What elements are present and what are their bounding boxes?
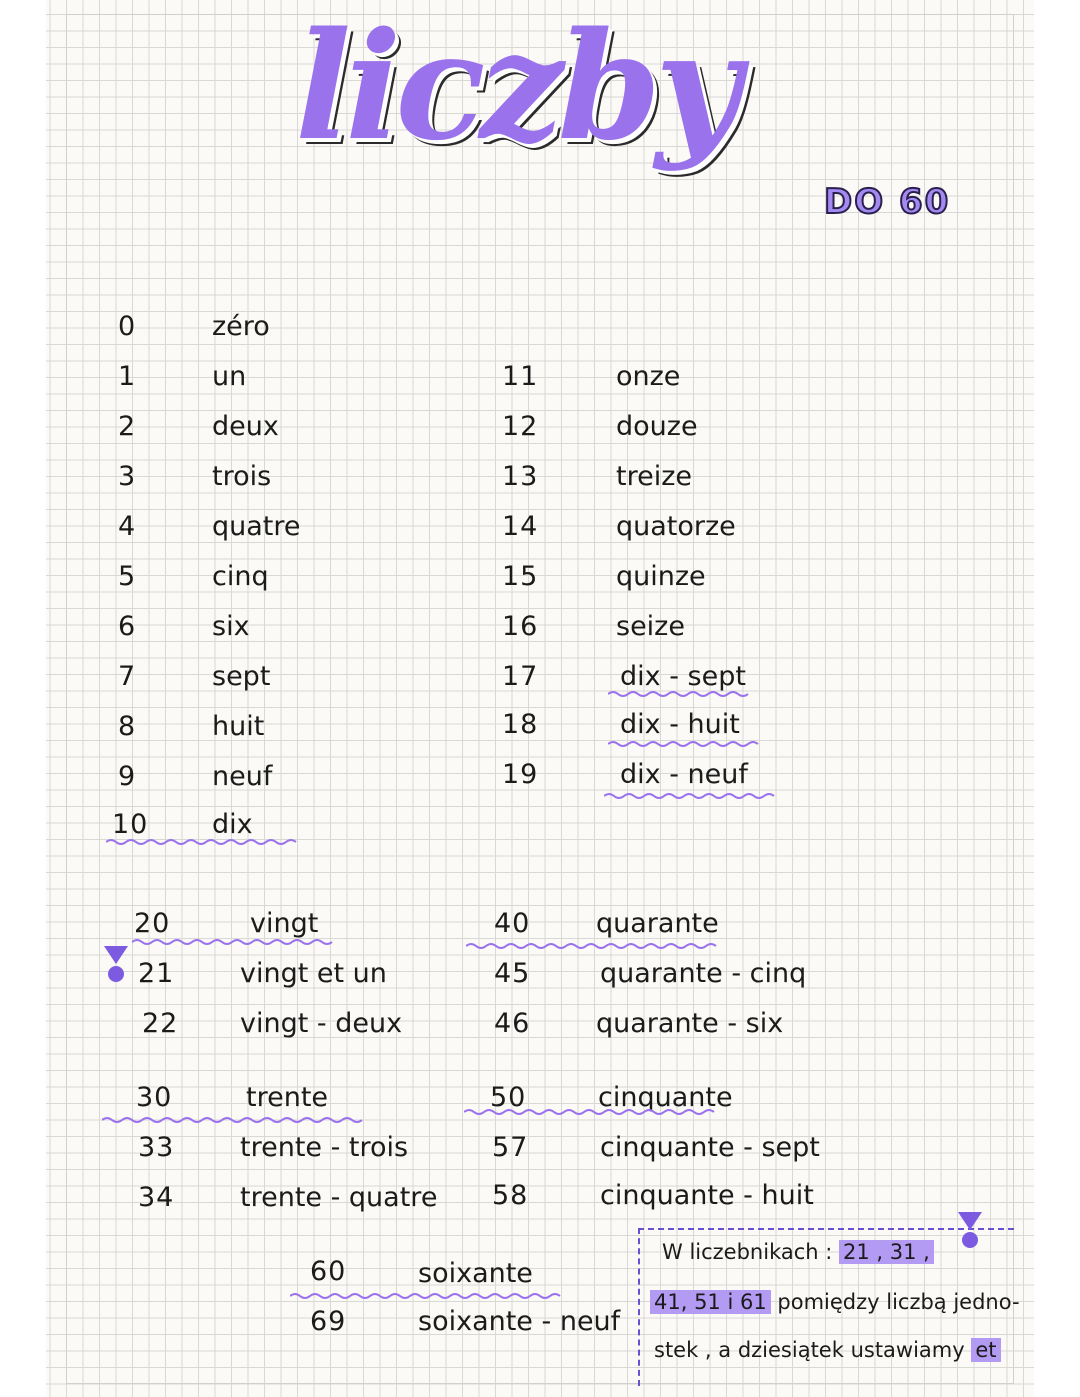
word-18: dix - huit bbox=[620, 709, 740, 740]
number-34: 34 bbox=[138, 1182, 175, 1213]
note-line-2 bbox=[650, 1290, 1020, 1314]
word-7: sept bbox=[212, 661, 271, 692]
note-highlight: 41, 51 i 61 bbox=[650, 1290, 771, 1314]
word-69: soixante - neuf bbox=[418, 1306, 621, 1337]
number-1: 1 bbox=[118, 361, 137, 392]
number-17: 17 bbox=[502, 661, 539, 692]
number-16: 16 bbox=[502, 611, 539, 642]
number-5: 5 bbox=[118, 561, 137, 592]
note-text: stek , a dziesiątek ustawiamy bbox=[654, 1338, 965, 1362]
word-30: trente bbox=[246, 1082, 329, 1113]
word-3: trois bbox=[212, 461, 272, 492]
number-40: 40 bbox=[494, 908, 531, 939]
underline-60 bbox=[290, 1292, 564, 1300]
number-0: 0 bbox=[118, 311, 137, 342]
word-60: soixante bbox=[418, 1258, 533, 1289]
underline-18 bbox=[608, 740, 762, 748]
word-5: cinq bbox=[212, 561, 269, 592]
word-14: quatorze bbox=[616, 511, 736, 542]
underline-30 bbox=[102, 1116, 368, 1124]
word-21: vingt et un bbox=[240, 958, 387, 989]
word-40: quarante bbox=[596, 908, 719, 939]
note-line-1 bbox=[662, 1240, 934, 1264]
number-19: 19 bbox=[502, 759, 539, 790]
note-highlight: et bbox=[971, 1338, 1000, 1362]
number-3: 3 bbox=[118, 461, 137, 492]
number-10: 10 bbox=[112, 809, 149, 840]
number-20: 20 bbox=[134, 908, 171, 939]
number-69: 69 bbox=[310, 1306, 347, 1337]
word-9: neuf bbox=[212, 761, 273, 792]
number-8: 8 bbox=[118, 711, 137, 742]
number-46: 46 bbox=[494, 1008, 531, 1039]
word-4: quatre bbox=[212, 511, 301, 542]
word-57: cinquante - sept bbox=[600, 1132, 820, 1163]
number-14: 14 bbox=[502, 511, 539, 542]
word-45: quarante - cinq bbox=[600, 958, 807, 989]
number-9: 9 bbox=[118, 761, 137, 792]
underline-19 bbox=[604, 792, 776, 800]
underline-20 bbox=[132, 938, 336, 946]
note-text: W liczebnikach : bbox=[662, 1240, 833, 1264]
number-22: 22 bbox=[142, 1008, 179, 1039]
number-60: 60 bbox=[310, 1256, 347, 1287]
number-12: 12 bbox=[502, 411, 539, 442]
word-50: cinquante bbox=[598, 1082, 733, 1113]
word-46: quarante - six bbox=[596, 1008, 784, 1039]
word-22: vingt - deux bbox=[240, 1008, 403, 1039]
number-15: 15 bbox=[502, 561, 539, 592]
word-13: treize bbox=[616, 461, 692, 492]
note-text: pomiędzy liczbą jedno- bbox=[777, 1290, 1020, 1314]
number-57: 57 bbox=[492, 1132, 529, 1163]
number-4: 4 bbox=[118, 511, 137, 542]
underline-40 bbox=[466, 942, 718, 950]
word-15: quinze bbox=[616, 561, 706, 592]
number-45: 45 bbox=[494, 958, 531, 989]
word-16: seize bbox=[616, 611, 685, 642]
page-subtitle: DO 60 bbox=[824, 182, 951, 222]
number-6: 6 bbox=[118, 611, 137, 642]
word-33: trente - trois bbox=[240, 1132, 409, 1163]
page-title: liczby bbox=[295, 0, 736, 173]
word-2: deux bbox=[212, 411, 279, 442]
number-11: 11 bbox=[502, 361, 539, 392]
word-19: dix - neuf bbox=[620, 759, 748, 790]
underline-50 bbox=[464, 1108, 720, 1116]
word-34: trente - quatre bbox=[240, 1182, 438, 1213]
note-line-3 bbox=[654, 1338, 1001, 1362]
triangle-marker-icon bbox=[104, 946, 128, 982]
number-21: 21 bbox=[138, 958, 175, 989]
word-8: huit bbox=[212, 711, 265, 742]
number-58: 58 bbox=[492, 1180, 529, 1211]
triangle-marker-icon bbox=[958, 1212, 982, 1248]
underline-10 bbox=[106, 838, 300, 846]
word-58: cinquante - huit bbox=[600, 1180, 814, 1211]
number-18: 18 bbox=[502, 709, 539, 740]
word-1: un bbox=[212, 361, 247, 392]
word-12: douze bbox=[616, 411, 698, 442]
word-0: zéro bbox=[212, 311, 270, 342]
word-11: onze bbox=[616, 361, 681, 392]
underline-17 bbox=[608, 690, 754, 698]
number-50: 50 bbox=[490, 1082, 527, 1113]
note-highlight: 21 , 31 , bbox=[839, 1240, 934, 1264]
number-2: 2 bbox=[118, 411, 137, 442]
number-7: 7 bbox=[118, 661, 137, 692]
word-6: six bbox=[212, 611, 250, 642]
number-13: 13 bbox=[502, 461, 539, 492]
word-20: vingt bbox=[250, 908, 319, 939]
number-30: 30 bbox=[136, 1082, 173, 1113]
number-33: 33 bbox=[138, 1132, 175, 1163]
word-17: dix - sept bbox=[620, 661, 746, 692]
word-10: dix bbox=[212, 809, 253, 840]
